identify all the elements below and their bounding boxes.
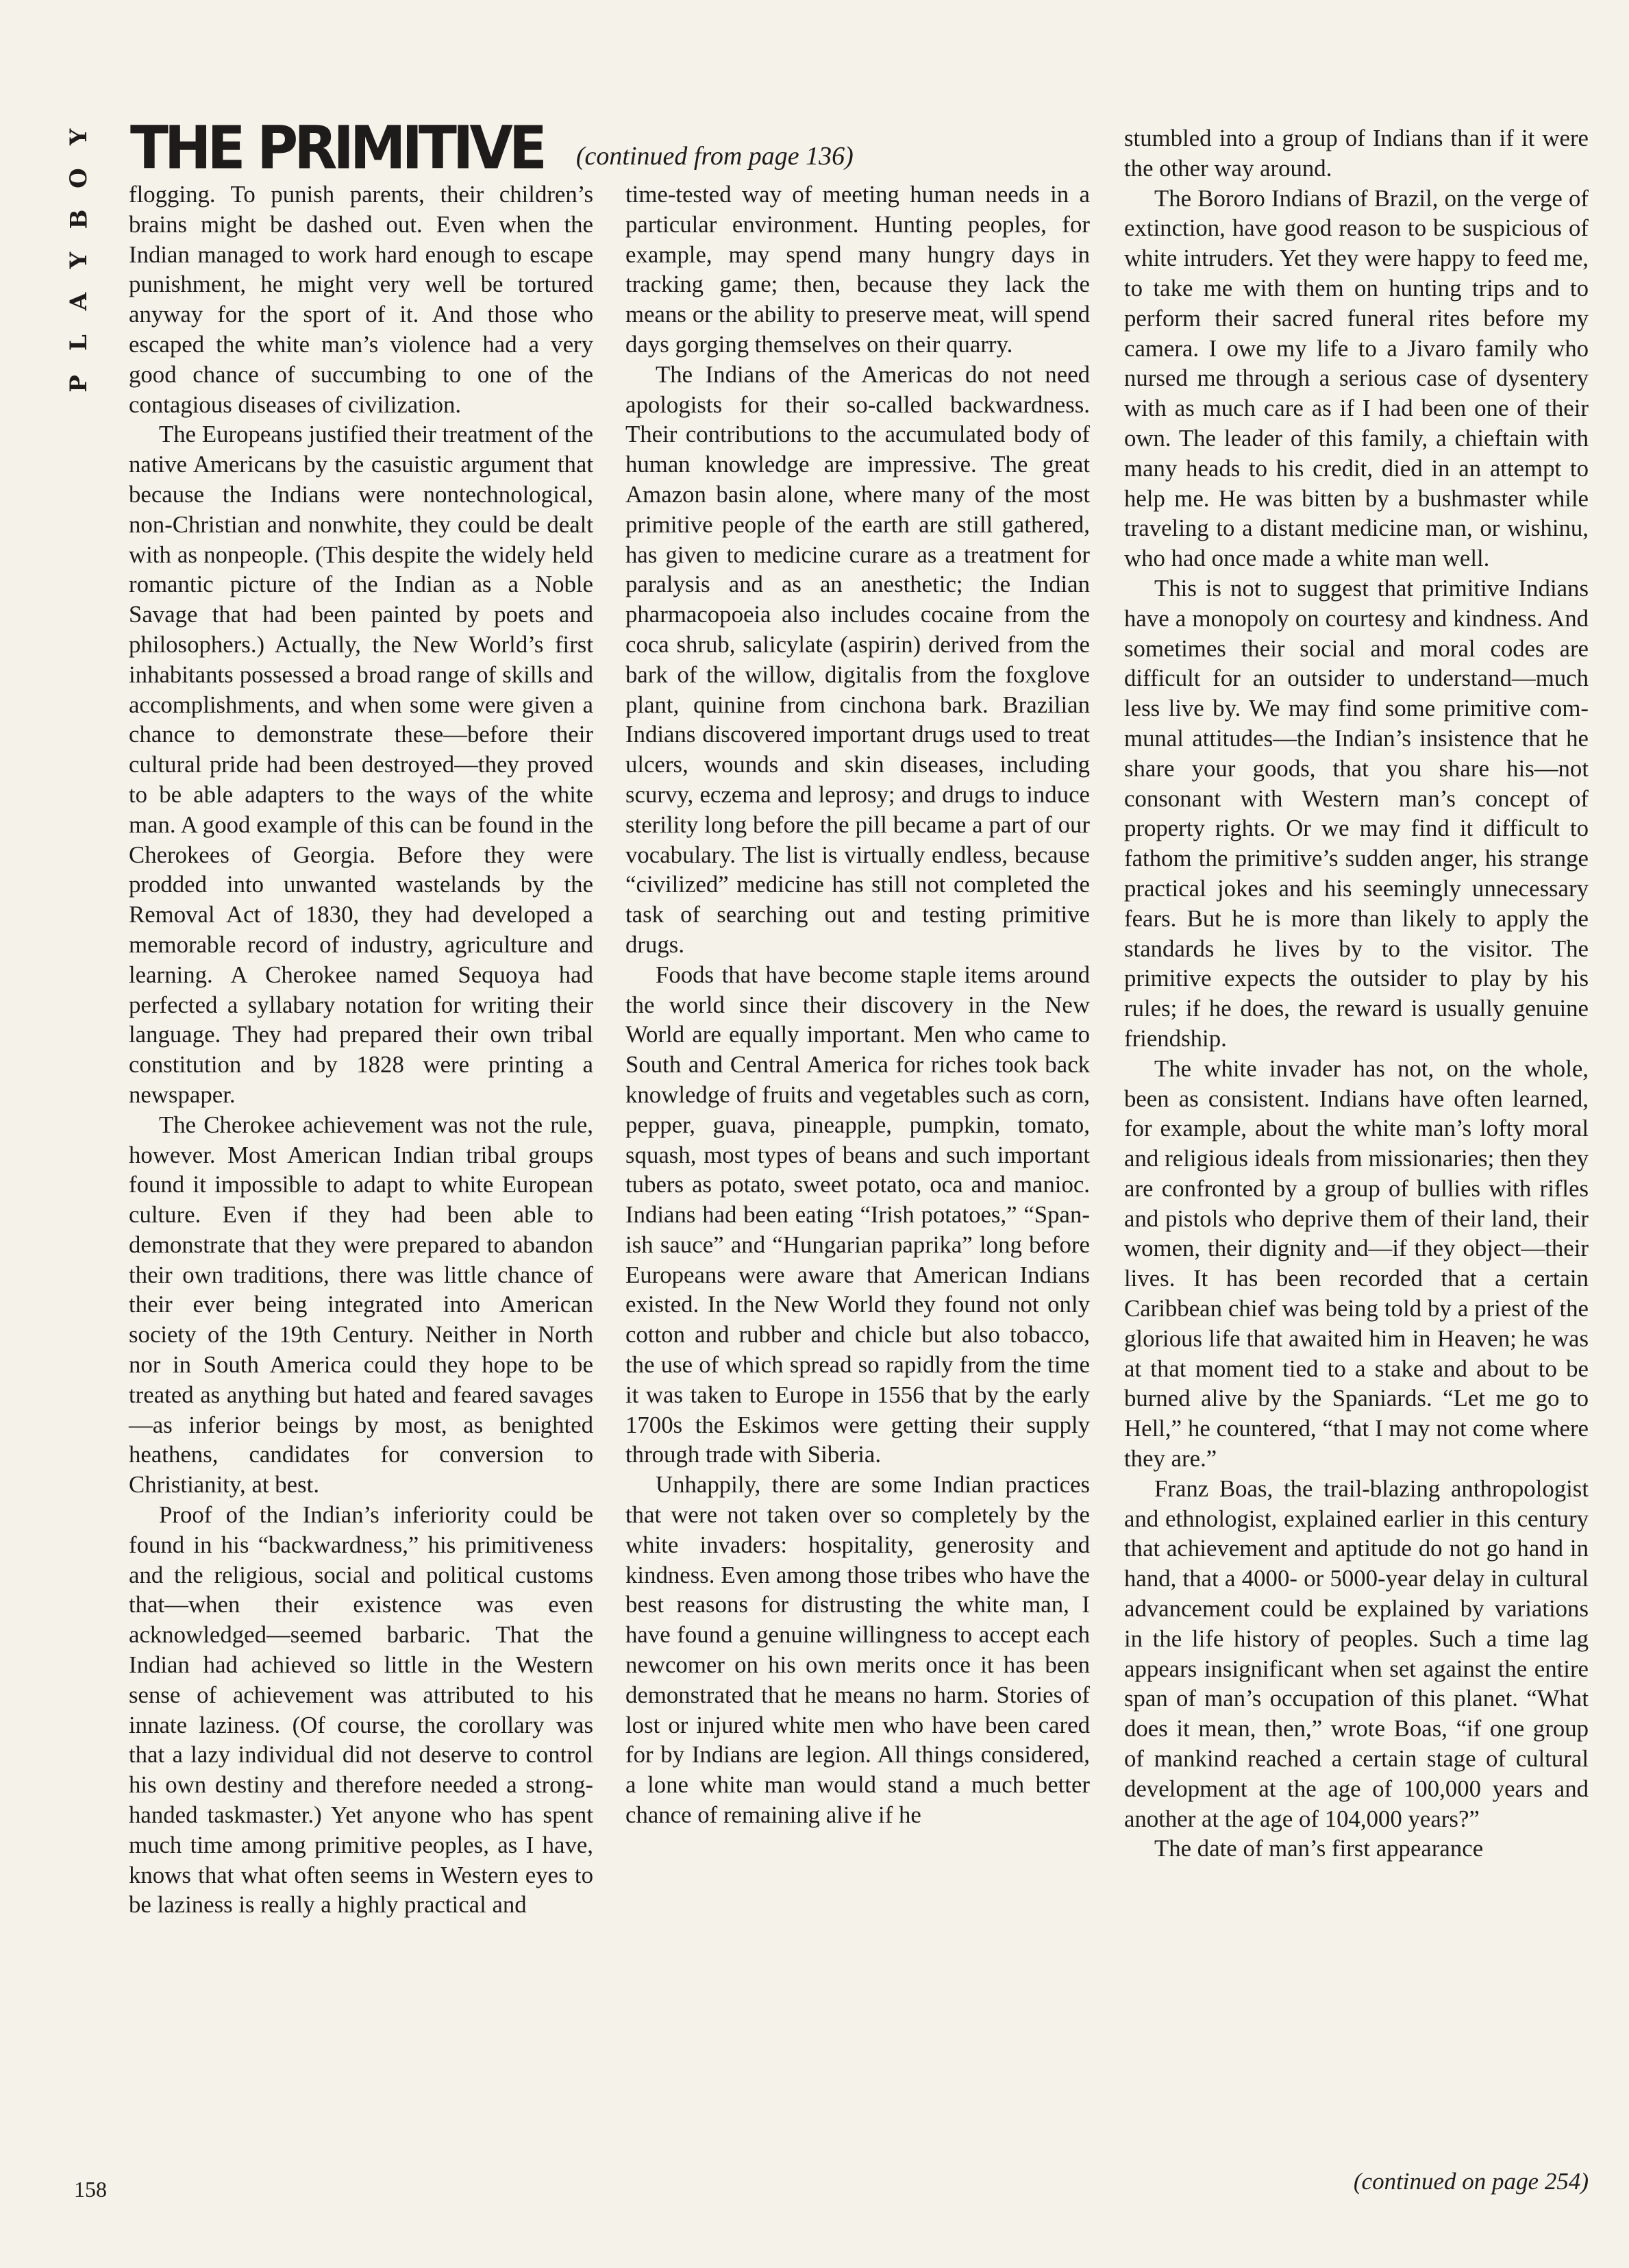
continued-on-note: (continued on page 254) [1353, 2168, 1589, 2195]
paragraph: The Cherokee achievement was not the rule, however. Most American Indian tribal groups found it impossible to adapt to white European culture. Even if they had been able to demonstrate that they were prepared to abandon their own traditions, there was little chance of their ever being integrated into American society of the 19th Century. Neither in North nor in South America could they hope to be treated as anything but hated and feared savages—as inferior beings by most, as benighted heathens, candidates for conversion to Christianity, at best. [129, 1111, 593, 1499]
magazine-letter: B [65, 209, 92, 230]
magazine-letter: L [65, 334, 92, 351]
paragraph: stumbled into a group of Indians than if it were the other way around. [1124, 125, 1589, 182]
paragraph: time-tested way of meeting human needs in a particular environment. Hunting peoples, for example, may spend many hungry days in tracking game; then, because they lack the means or the ability to preserve meat, will spend days gorging themselves on their quarry. [625, 181, 1090, 358]
paragraph: flogging. To punish parents, their children’s brains might be dashed out. Even when the Indian managed to work hard enough to escape punishment, he might very well be tortured anyway for the sport of it. And those who escaped the white man’s violence had a very good chance of succumbing to one of the contagious diseases of civilization. [129, 181, 593, 418]
magazine-letter: P [64, 375, 92, 393]
magazine-name-vertical [63, 116, 95, 404]
article-title: THE PRIMITIVE [130, 114, 543, 183]
magazine-letter: O [65, 168, 92, 188]
paragraph: The white invader has not, on the whole, been as consistent. Indians have often learned, for example, about the white man’s lofty moral and religious ideals from missionaries; then they are confronted by a group of bullies with rifles and pistols who deprive them of their land, their women, their dignity and—if they object—their lives. It has been recorded that a certain Caribbean chief was being told by a priest of the glorious life that awaited him in Heaven; he was at that moment tied to a stake and about to be burned alive by the Spaniards. “Let me go to Hell,” he countered, “that I may not come where they are.” [1124, 1055, 1589, 1472]
paragraph: Franz Boas, the trail-blazing anthropologist and ethnologist, explained earlier in this century that achievement and aptitude do not go hand in hand, that a 4000- or 5000-year delay in cultural advancement could be explained by variations in the life history of peoples. Such a time lag appears insignificant when set against the entire span of man’s occupation of this planet. “What does it mean, then,” wrote Boas, “if one group of mankind reached a certain stage of cultural development at the age of 100,000 years and another at the age of 104,000 years?” [1124, 1475, 1589, 1832]
article-header [130, 114, 854, 184]
paragraph: The Europeans justified their treatment of the native Americans by the casuistic argument that because the Indians were nontechnological, non-Christian and nonwhite, they could be dealt with as nonpeople. (This despite the widely held romantic picture of the Indian as a Noble Savage that had been painted by poets and philosophers.) Actually, the New World’s first inhabitants possessed a broad range of skills and accomplishments, and when some were given a chance to demonstrate these—before their cultural pride had been destroyed—they proved to be able adapters to the ways of the white man. A good example of this can be found in the Cherokees of Georgia. Before they were prodded into unwanted wastelands by the Removal Act of 1830, they had developed a memorable record of industry, agriculture and learning. A Cherokee named Sequoya had perfected a syllabary notation for writing their language. They had prepared their own tribal constitution and by 1828 were printing a newspaper. [129, 421, 593, 1108]
text-column-1 [129, 180, 593, 1920]
magazine-letter: A [64, 292, 92, 311]
paragraph: The date of man’s first appearance [1154, 1835, 1484, 1862]
paragraph: Proof of the Indian’s inferiority could be found in his “backwardness,” his primitiveness and the religious, social and political customs that—when their existence was even acknowledged—seemed barbaric. That the Indian had achieved so little in the Western sense of achievement was attributed to his innate laziness. (Of course, the corollary was that a lazy individual did not deserve to control his own destiny and therefore needed a strong-handed taskmaster.) Yet anyone who has spent much time among primitive peoples, as I have, knows that what often seems in Western eyes to be laziness is really a highly practical and [129, 1501, 593, 1919]
paragraph: This is not to suggest that primitive Indians have a monopoly on courtesy and kindness. And sometimes their social and moral codes are difficult for an outsider to understand—much less live by. We may find some primitive communal attitudes—the Indian’s insistence that he share your goods, that you share his—not consonant with Western man’s concept of property rights. Or we may find it difficult to fathom the primitive’s sudden anger, his strange practical jokes and his seemingly unnecessary fears. But he is more than likely to apply the standards he lives by to the visitor. The primitive expects the outsider to play by his rules; if he does, the reward is usually genuine friendship. [1124, 574, 1589, 1052]
paragraph: The Indians of the Americas do not need apologists for their so-called backwardness. Their contributions to the accumulated body of human knowledge are impressive. The great Amazon basin alone, where many of the most primitive people of the earth are still gathered, has given to medicine curare as a treatment for paralysis and as an anesthetic; the Indian pharmacopoeia also includes cocaine from the coca shrub, salicylate (aspirin) derived from the bark of the willow, digitalis from the foxglove plant, quinine from cinchona bark. Brazilian Indians discovered important drugs used to treat ulcers, wounds and skin diseases, including scurvy, eczema and leprosy; and drugs to induce sterility long before the pill became a part of our vocabulary. The list is virtually endless, because “civilized” medicine has still not completed the task of searching out and testing primitive drugs. [625, 360, 1090, 958]
continued-from-note: (continued from page 136) [575, 142, 854, 171]
paragraph: Foods that have become staple items around the world since their discovery in the New World are equally important. Men who came to South and Central America for riches took back knowledge of fruits and vegetables such as corn, pepper, guava, pineapple, pumpkin, tomato, squash, most types of beans and such important tubers as potato, sweet potato, oca and manioc. Indians had been eating “Irish potatoes,” “Spanish sauce” and “Hungarian paprika” long before Europeans were aware that American Indians existed. In the New World they found not only cotton and rubber and chicle but also tobacco, the use of which spread so rapidly from the time it was taken to Europe in 1556 that by the early 1700s the Eskimos were getting their supply through trade with Siberia. [625, 961, 1090, 1468]
text-column-3 [1124, 123, 1589, 1864]
magazine-letter: Y [65, 251, 92, 269]
paragraph: Unhappily, there are some Indian practices that were not taken over so completely by the white invaders: hospitality, generosity and kindness. Even among those tribes who have the best reasons for distrusting the white man, I have found a genuine willingness to accept each newcomer on his own merits once it has been demonstrated that he means no harm. Stories of lost or injured white men who have been cared for by Indians are legion. All things considered, a lone white man would stand a much better chance of remaining alive if he [625, 1471, 1090, 1829]
page-number: 158 [74, 2177, 107, 2202]
paragraph: The Bororo Indians of Brazil, on the verge of extinction, have good reason to be suspicious of white intruders. Yet they were happy to feed me, to take me with them on hunting trips and to perform their sacred funeral rites before my camera. I owe my life to a Jivaro family who nursed me through a serious case of dysentery with as much care as if I had been one of their own. The leader of this family, a chieftain with many heads to his credit, died in an attempt to help me. He was bitten by a bushmaster while traveling to a distant medicine man, or wishinu, who had once made a white man well. [1124, 184, 1589, 572]
text-column-2 [625, 180, 1090, 1830]
magazine-letter: Y [65, 128, 92, 146]
